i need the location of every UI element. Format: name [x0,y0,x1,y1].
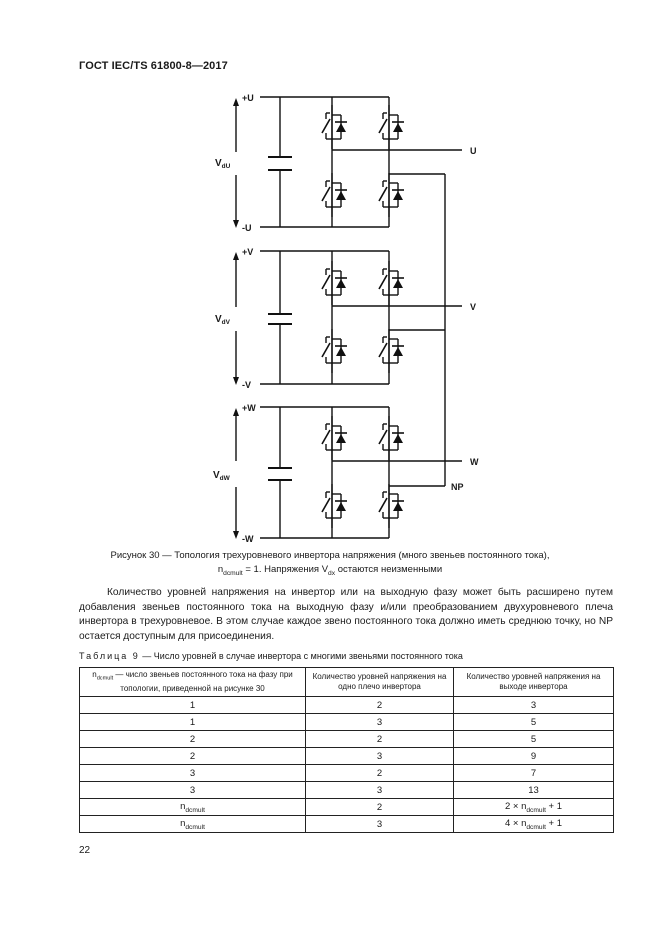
page-number: 22 [79,845,91,856]
table-row: 3 2 7 [80,765,614,782]
voltage-label-u: $V_{dU}$ [215,158,231,170]
switch-w-4 [379,484,404,528]
body-paragraph: Количество уровней напряжения на инвертор или на выходную фазу может быть расширено путем добавления звеньев постоянного тока на выходную фазу и/или преобразованием двухуровневого плеча инвертора в трехуровневое. В этом случае каждое звено постоянного тока должно иметь среднюю точку, но NP остается доступным для присоединения. [79,587,613,642]
label-w-plus: +W [242,403,256,413]
output-label-u: U [470,146,477,156]
voltage-label-v: $V_{dV}$ [215,314,230,326]
levels-table [79,667,614,833]
switch-u-2 [379,105,404,149]
header-col-output: Количество уровней напряжения на выходе инвертора [454,668,614,697]
table-row: 2 2 5 [80,731,614,748]
label-v-minus: -V [242,380,251,390]
switch-w-3 [322,484,347,528]
arrow-up-w [233,408,239,416]
switch-u-1 [322,105,347,149]
dc-link-stage-v [236,251,462,384]
switch-v-4 [379,329,404,373]
figure-caption-line1: Рисунок 30 — Топология трехуровневого инвертора напряжения (много звеньев постоянного тока), [110,550,550,561]
arrow-down-v [233,377,239,385]
header-col-per-leg: Количество уровней напряжения на одно плечо инвертора [306,668,454,697]
switch-v-3 [322,329,347,373]
label-u-minus: -U [242,223,252,233]
switch-u-4 [379,173,404,217]
table-row: 1 2 3 [80,697,614,714]
output-label-w: W [470,457,479,467]
table-row-formula: $n_{dcmult}$ 3 $4 \times n_{dcmult} + 1$ [80,816,614,833]
switch-v-1 [322,261,347,305]
table-caption: Таблица 9 — Число уровней в случае инвертора с многими звеньями постоянного тока [79,651,463,661]
arrow-down-u [233,220,239,228]
header-col-dcmult: $n_{dcmult}$ — число звеньев постоянного тока на фазу при топологии, приведенной на рисунке 30 [80,668,306,697]
switch-w-1 [322,416,347,460]
table-header-row [80,668,614,697]
label-v-plus: +V [242,247,254,257]
dc-link-stage-u [236,97,462,227]
table-row: 3 3 13 [80,782,614,799]
switch-v-2 [379,261,404,305]
table-row: 1 3 5 [80,714,614,731]
document-header: ГОСТ IEC/TS 61800-8—2017 [79,60,228,72]
switch-w-2 [379,416,404,460]
voltage-label-w: $V_{dW}$ [213,470,230,482]
arrow-up-v [233,252,239,260]
arrow-down-w [233,531,239,539]
label-w-minus: -W [242,534,254,544]
output-label-v: V [470,302,477,312]
figure-caption-line2: $n_{dcmult} = 1$. Напряжения $V_{dx}$ остаются неизменными [217,564,443,577]
label-u-plus: +U [242,93,254,103]
dc-link-stage-w [236,407,462,538]
table-row: 2 3 9 [80,748,614,765]
arrow-up-u [233,98,239,106]
switch-u-3 [322,173,347,217]
np-label: NP [451,482,464,492]
table-row-formula: $n_{dcmult}$ 2 $2 \times n_{dcmult} + 1$ [80,799,614,816]
